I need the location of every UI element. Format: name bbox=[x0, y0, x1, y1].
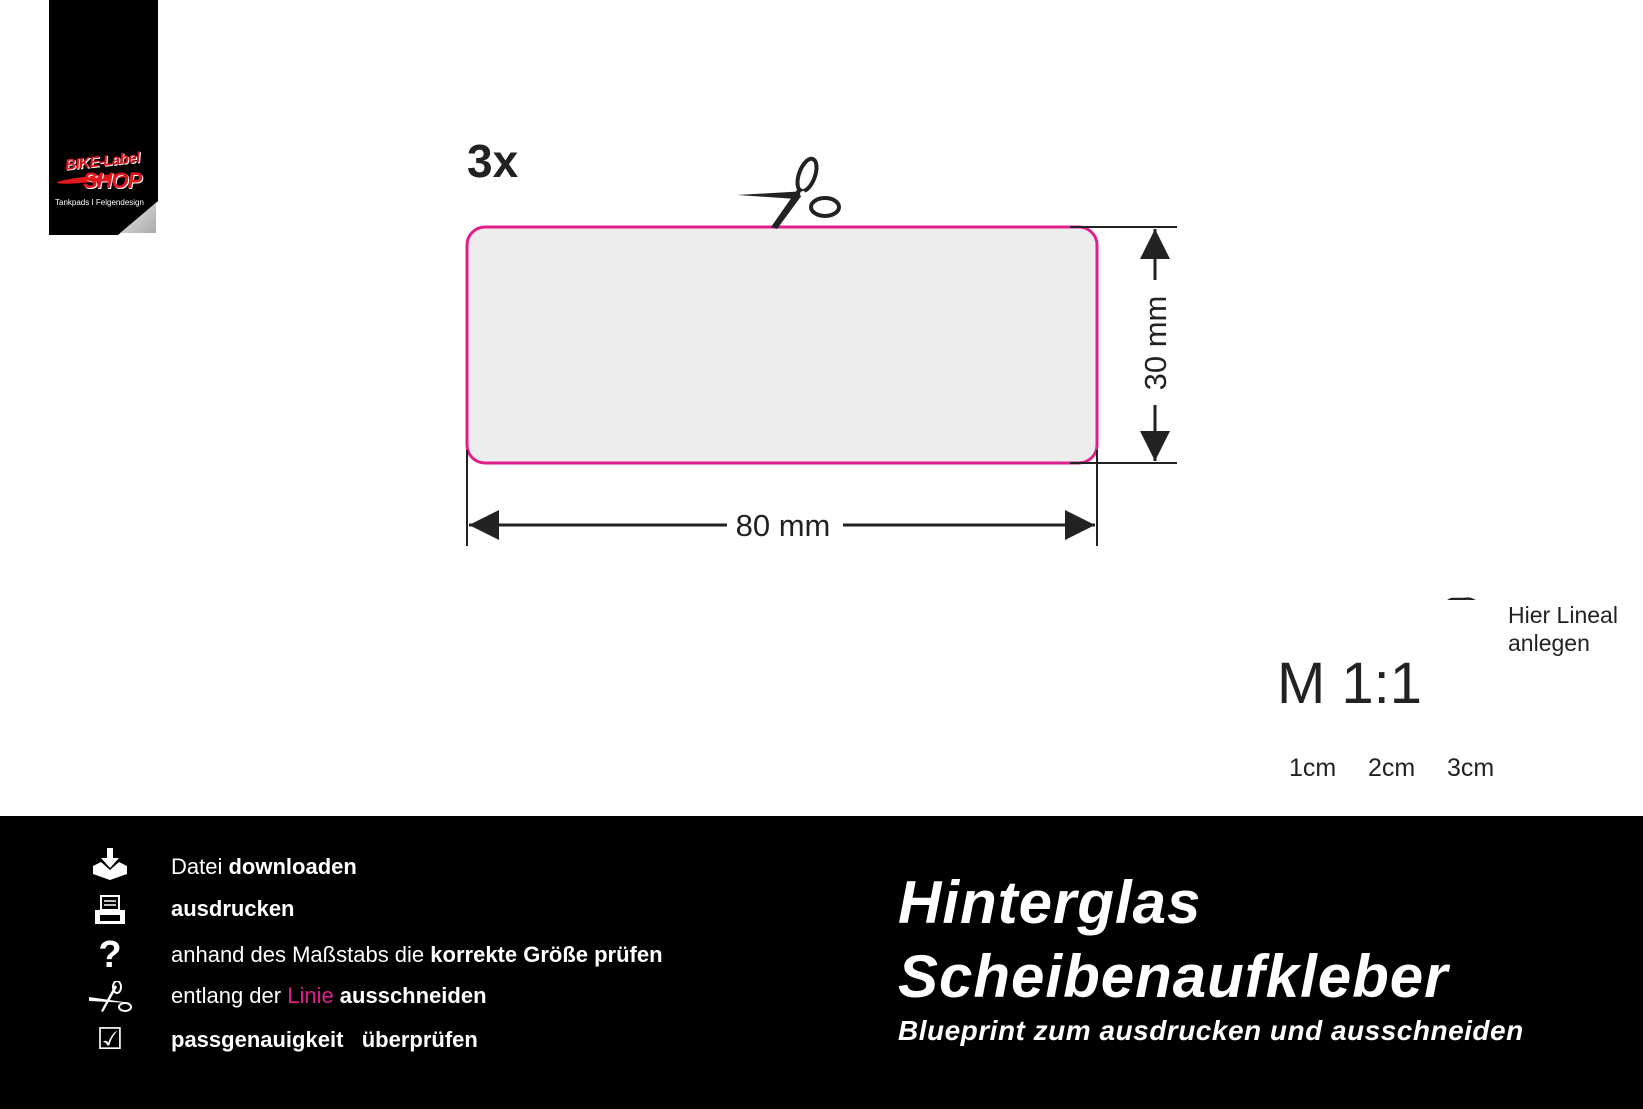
step-check-size-plain: anhand des Maßstabs die bbox=[171, 942, 431, 967]
scale-label-1cm: 1cm bbox=[1289, 754, 1337, 782]
height-dimension-label: 30 mm bbox=[1138, 295, 1173, 391]
printer-icon bbox=[86, 893, 134, 929]
width-dimension-label: 80 mm bbox=[735, 508, 831, 543]
step-cut-bold: ausschneiden bbox=[333, 983, 487, 1008]
ruler-hint-line2: anlegen bbox=[1508, 630, 1590, 656]
quantity-label: 3x bbox=[467, 135, 519, 187]
download-icon bbox=[86, 846, 134, 882]
ruler-hint bbox=[1508, 601, 1618, 657]
sticker-cut-shape bbox=[467, 227, 1097, 463]
step-download-text bbox=[171, 854, 357, 880]
ruler-hint-line1: Hier Lineal bbox=[1508, 602, 1618, 628]
logo-brand-shop: SHOP bbox=[83, 168, 142, 193]
scale-title: M 1:1 bbox=[1277, 651, 1423, 716]
step-verify-text bbox=[171, 1027, 478, 1053]
scale-label-3cm: 3cm bbox=[1447, 754, 1495, 782]
step-check-size-bold: korrekte Größe prüfen bbox=[430, 942, 663, 967]
step-cut-plain: entlang der bbox=[171, 983, 288, 1008]
question-icon: ? bbox=[98, 933, 122, 976]
scissors-icon bbox=[737, 156, 839, 229]
scale-label-2cm: 2cm bbox=[1368, 754, 1416, 782]
step-verify-bold: passgenauigkeit überprüfen bbox=[171, 1027, 478, 1052]
step-cut-text bbox=[171, 983, 487, 1009]
logo-tagline: Tankpads I Felgendesign bbox=[55, 198, 144, 207]
step-download-plain: Datei bbox=[171, 854, 229, 879]
product-title-line1: Hinterglas bbox=[898, 869, 1202, 936]
scissors-small-icon bbox=[86, 979, 134, 1015]
step-print-bold: ausdrucken bbox=[171, 896, 295, 921]
product-title-line2: Scheibenaufkleber bbox=[898, 943, 1449, 1010]
step-download-bold: downloaden bbox=[228, 854, 357, 879]
step-print-text bbox=[171, 896, 295, 922]
checkbox-icon: ☑ bbox=[96, 1022, 124, 1056]
pointing-hand-icon bbox=[1440, 599, 1492, 600]
step-check-size-text bbox=[171, 942, 663, 968]
logo-brand-top: BIKE-Label bbox=[64, 149, 141, 174]
step-cut-line-word: Linie bbox=[287, 983, 334, 1008]
product-subtitle: Blueprint zum ausdrucken und ausschneiden bbox=[898, 1015, 1524, 1046]
